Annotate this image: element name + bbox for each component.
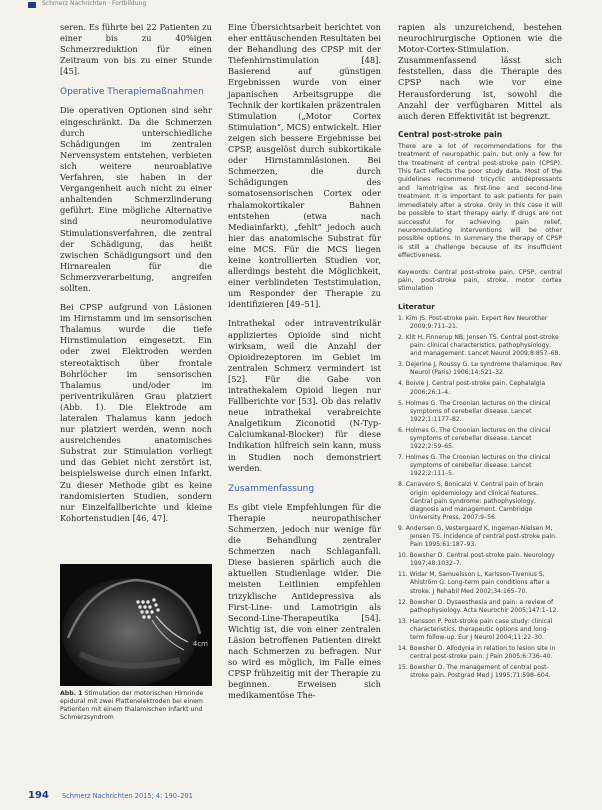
section-heading-summary: Zusammenfassung [228,483,315,494]
paragraph: seren. Es führte bei 22 Patienten zu einer bis zu 40%igen Schmerzreduktion für einen Zeitraum von bis zu einer Stunde [45]. [60,22,212,77]
reference-item: 6. Holmes G. The Croonian lectures on the clinical symptoms of cerebellar disease. Lancet 1922;2:59–65. [398,426,551,451]
reference-item: 10. Bowsher D. Central post-stroke pain. Neurology 1997;48:1032–7. [398,552,555,568]
reference-item: 1. Kim JS. Post-stroke pain. Expert Rev Neurother 2009;9:711–21. [398,314,548,330]
reference-item: 5. Holmes G. The Croonian lectures on the clinical symptoms of cerebellar disease. Lancet 1922;1:1177–82. [398,399,551,423]
keywords: Keywords: Central post-stroke pain, CPSP, central pain, post-stroke pain, stroke, motor cortex stimulation [398,268,562,293]
figure-caption [60,690,212,722]
english-abstract: There are a lot of recommendations for the treatment of neuropathic pain, but only a few for the treatment of central post-stroke pain (CPSP). This fact reflects the poor study data. Most of the guidelines recommend tricyclic antidepressants and lamotrigine as first-line and second-line treatment. It is important to ask patients for pain immediately after a stroke. Only in this case it will be possible to start therapy early. If drugs are not successful for achieving pain relief, neuromodulating interventions will be other possible options. In summary the therapy of CPSP is still a challenge because of its insufficient effectiveness. [398,142,562,260]
paragraph: rapien als unzureichend, bestehen neurochirurgische Optionen wie die Motor-Cortex-Stimulation. Zusammenfassend lässt sich feststellen, dass die Therapie des CPSP nach wie vor eine Herausforderung ist, sowohl die Anzahl der verfügbaren Mittel als auch deren Effektivität ist begrenzt. [398,22,562,121]
column-1 [60,22,212,532]
header-marker [28,2,36,8]
figure-caption-text: Stimulation der motorischen Hirnrinde epidural mit zwei Plattenelektroden bei einem Patienten mit einem thalamischen Infarkt und Schmerzsyndrom [60,690,204,722]
paragraph: Es gibt viele Empfehlungen für die Therapie neuropathischer Schmerzen, jedoch nur wenige für die Behandlung zentraler Schmerzen nach Schlaganfall. Diese basieren spärlich auch die aktuellen Studienlage wider. Die meisten Leitlinien empfehlen trizyklische Antidepressiva als First-Line- und Lamotrigin als Second-Line-Therapeutika [54]. Wichtig ist, die von einer zentralen Läsion betroffenen Patienten direkt nach Schmerzen zu befragen. Nur so wird es möglich, im Falle eines CPSP frühzeitig mit der Therapie zu beginnen. Erweisen sich medikamentöse The- [228,501,381,701]
paragraph: Eine Übersichtsarbeit berichtet von eher enttäuschenden Resultaten bei der Behandlung des CPSP mit der Tiefenhirnstimulation [48]. Basierend auf günstigen Ergebnissen wurde von einer japanischen Arbeitsgruppe die Technik der kortikalen präzentralen Stimulation („Motor Cortex Stimulation“, MCS) entwickelt. Hier zeigen sich bessere Ergebnisse bei CPSP, ausgelöst durch subkortikale oder Hirnstammläsionen. Bei Schmerzen, die durch Schädigungen des somatosensorischen Cortex oder rhalamokortikaler Bahnen entstehen (etwa nach Mediainfarkt), „fehlt“ jedoch auch hier das anatomische Substrat für eine MCS. Für die MCS liegen keine kontrollierten Studien vor, allerdings besteht die Möglichkeit, einer verblindeten Teststimulation, um Responder der Therapie zu identifizieren [49–51]. [228,22,381,310]
figure-label: Abb. 1 [60,690,83,697]
section-heading-operative: Operative Therapiemaßnahmen [60,87,204,98]
page-number: 194 [28,790,49,801]
reference-item: 14. Bowsher D. Allodynia in relation to lesion site in central post-stroke pain. J Pain 2005;6:736–40. [398,645,556,661]
skull-xray-image [60,564,212,686]
running-head [28,0,208,10]
reference-item: 11. Widar M, Samuelsson L, Karlsson-Tivenius S, Ahlström G. Long-term pain conditions after a stroke. J Rehabil Med 2002;34:165–70. [398,571,550,595]
reference-list [398,315,562,681]
paragraph: Die operativen Optionen sind sehr eingeschränkt. Da die Schmerzen durch unterschiedliche Schädigungen im zentralen Nervensystem entstehen, verbieten sich weitere neuroablative Verfahren, sie haben in der Vergangenheit auch nicht zu einer anhaltenden Schmerzlinderung geführt. Eine mögliche Alternative sind neuromodulative Stimulationsverfahren, die zentral der Schädigung, das heißt zwischen Schädigungsort und den Hirnarealen für die Schmerzverarbeitung, angreifen sollten. [60,105,212,293]
reference-item: 9. Andersen G, Vestergaard K, Ingeman-Nielsen M, Jensen TS. Incidence of central post-stroke pain. Pain 1995;61:187–93. [398,524,557,549]
reference-item: 3. Dejerine J, Roussy G. Le syndrome thalamique. Rev Neurol (Paris) 1906;14:521–32. [398,361,563,377]
references-heading: Literatur [398,301,435,311]
column-2 [228,22,381,709]
page-footer [28,790,568,802]
english-abstract-heading: Central post-stroke pain [398,129,503,139]
figure-scale-label: 4cm [192,640,208,648]
journal-citation: Schmerz Nachrichten 2015; 4: 190–201 [62,792,193,800]
reference-item: 13. Hansson P. Post-stroke pain case study: clinical characteristics, therapeutic options and long-term follow-up. Eur J Neurol 2004;11:22–30. [398,617,553,642]
reference-item: 12. Bowsher D. Dysaesthesia and pain: a review of pathophysiology. Acta Neurochir 2005;147:1–12. [398,598,559,614]
reference-item: 2. Klit H, Finnerup NB, Jensen TS. Central post-stroke pain: clinical characteristics, pathophysiology, and management. Lancet Neurol 2009;8:857–68. [398,333,561,358]
reference-item: 8. Canavero S, Bonicalzi V. Central pain of brain origin: epidemiology and clinical features. Central pain syndrome: pathophysiology, diagnosis and management. Cambridge University Press, 2007:9–56. [398,481,544,521]
paragraph: Intrathekal oder intraventrikulär appliziertes Opioide sind nicht wirksam, weil die Anzahl der Opioidrezeptoren im Gebiet im zentralen Schmerz vermindert ist [52]. Für die Gabe von intrathekalem Opioid liegen nur Fallberichte vor [53]. Ob das relativ neue intrathekal verabreichte Analgetikum Ziconotid (N-Typ-Calciumkanal-Blocker) für diese Indikation hilfreich sein kann, muss in Studien noch demonstriert werden. [228,318,381,473]
reference-item: 4. Boivie J. Central post-stroke pain. Cephalalgia 2006;26:1–4. [398,380,546,396]
paragraph: Bei CPSP aufgrund von Läsionen im Hirnstamm und im sensorischen Thalamus wurde die tiefe Hirnstimulation eingesetzt. Ein oder zwei Elektroden werden stereotaktisch über frontale Bohrlöcher im sensorischen Thalamus und/oder im periventrikulären Grau platziert (Abb. 1). Die Elektrode am lateralen Thalamus kann jedoch nur platziert werden, wenn noch ausreichendes anatomisches Substrat zur Stimulation vorliegt und das Gebiet nicht zerstört ist, beispielsweise durch einen Infarkt. Zu dieser Methode gibt es keine randomisierten Studien, sondern nur Einzelfallberichte und kleine Kohortenstudien [46, 47]. [60,302,212,523]
figure-1-xray [60,564,212,686]
reference-item: 15. Bowsher D. The management of central post-stroke pain. Postgrad Med J 1995;71:598–604. [398,664,551,680]
reference-item: 7. Holmes G. The Croonian lectures on the clinical symptoms of cerebellar disease. Lancet 1922;2:111–5. [398,454,551,478]
running-head-text: Schmerz Nachrichten · Fortbildung [42,0,147,7]
column-3 [398,22,562,684]
